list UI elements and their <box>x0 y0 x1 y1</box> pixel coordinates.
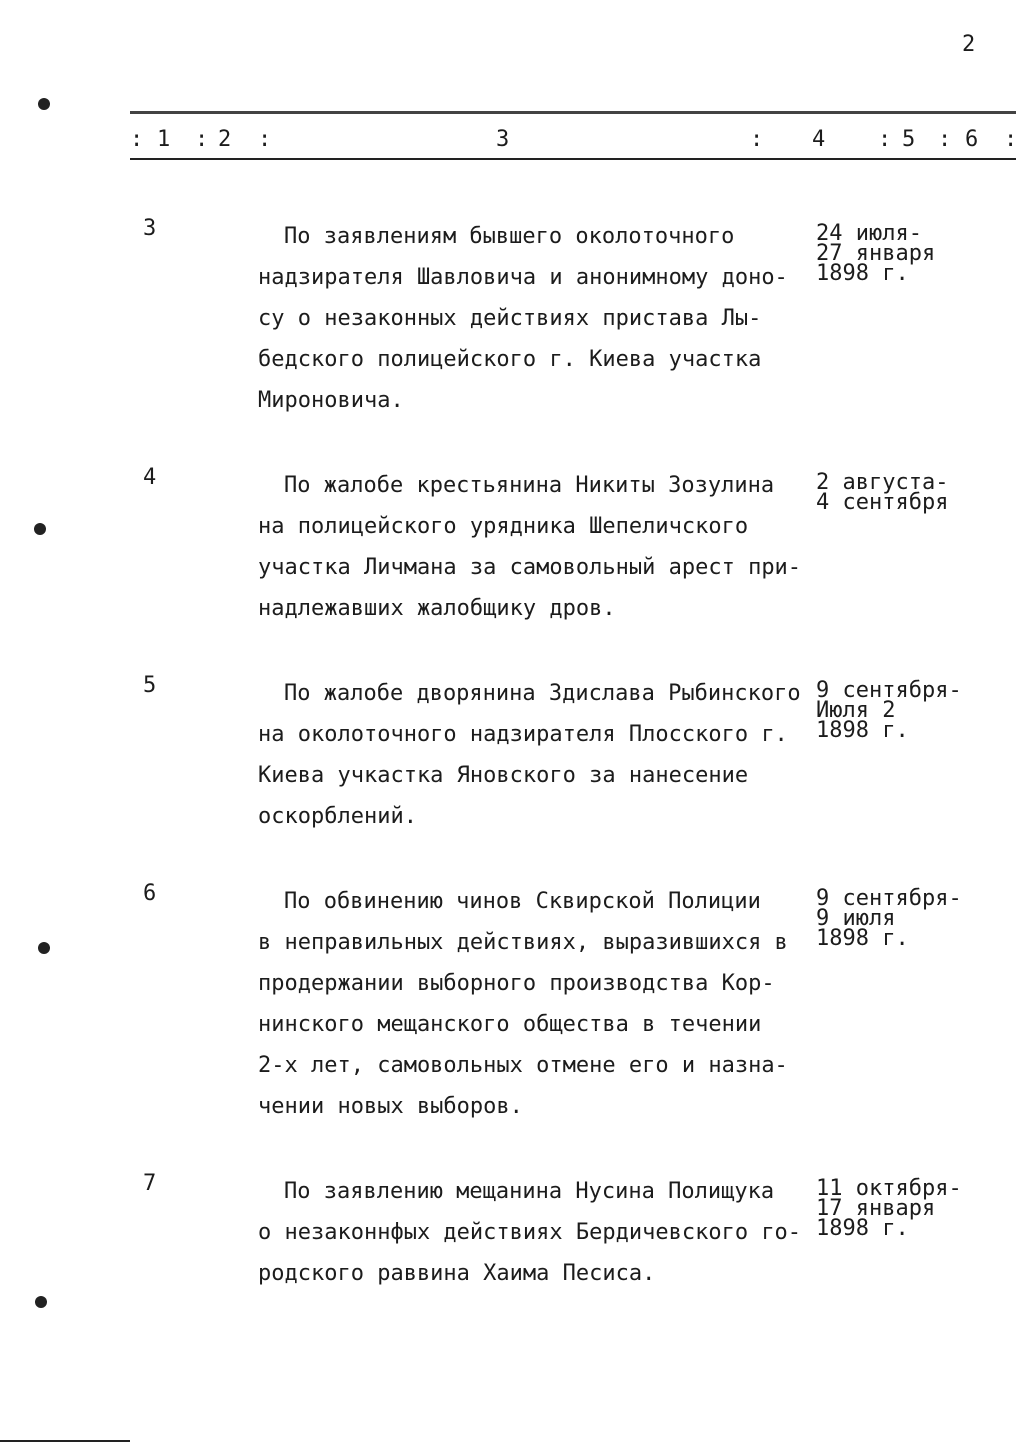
date-line: 9 сентября- <box>816 678 962 703</box>
date-line: 11 октября- <box>816 1176 962 1201</box>
column-header-1: 1 <box>157 127 171 152</box>
date-line: 27 января <box>816 241 936 266</box>
column-separator: : <box>130 127 144 152</box>
description-line: По жалобе дворянина Здислава Рыбинского <box>284 681 801 706</box>
description-line: чении новых выборов. <box>258 1094 523 1119</box>
entry-number: 3 <box>143 216 157 241</box>
date-line: 9 сентября- <box>816 886 962 911</box>
date-line: 1898 г. <box>816 261 909 286</box>
entry-description <box>258 673 801 837</box>
punch-hole-mark <box>38 942 50 954</box>
column-header-3: 3 <box>496 127 510 152</box>
entry-dates <box>816 221 936 286</box>
entry-number: 5 <box>143 673 157 698</box>
date-line: 1898 г. <box>816 926 909 951</box>
entry-dates <box>816 886 962 951</box>
table-header-rule <box>130 158 1016 160</box>
description-line: о незаконнфых действиях Бердичевского го- <box>258 1220 802 1245</box>
description-line: на полицейского урядника Шепеличского <box>258 514 749 539</box>
description-line: надзирателя Шавловича и анонимному доно- <box>258 265 788 290</box>
description-line: По обвинению чинов Сквирской Полиции <box>284 889 761 914</box>
column-header-4: 4 <box>812 127 826 152</box>
date-line: 4 сентября <box>816 490 949 515</box>
description-line: По жалобе крестьянина Никиты Зозулина <box>284 473 775 498</box>
column-separator: : <box>878 127 892 152</box>
description-line: в неправильных действиях, выразившихся в <box>258 930 788 955</box>
description-line: продержании выборного производства Кор- <box>258 971 775 996</box>
description-line: Мироновича. <box>258 388 404 413</box>
entry-number: 7 <box>143 1171 157 1196</box>
entry-dates <box>816 678 962 743</box>
entry-number: 4 <box>143 465 157 490</box>
entry-number: 6 <box>143 881 157 906</box>
date-line: 9 июля <box>816 906 896 931</box>
date-line: 24 июля- <box>816 221 922 246</box>
description-line: По заявлениям бывшего околоточного <box>284 224 735 249</box>
punch-hole-mark <box>34 523 46 535</box>
description-line: родского раввина Хаима Песиса. <box>258 1261 656 1286</box>
description-line: надлежавших жалобщику дров. <box>258 596 616 621</box>
entry-description <box>258 1171 802 1294</box>
column-separator: : <box>750 127 764 152</box>
description-line: на околоточного надзирателя Плосского г. <box>258 722 788 747</box>
description-line: 2-х лет, самовольных отмене его и назна- <box>258 1053 788 1078</box>
column-separator: : <box>938 127 952 152</box>
column-separator: : <box>258 127 272 152</box>
punch-hole-mark <box>35 1296 47 1308</box>
description-line: бедского полицейского г. Киева участка <box>258 347 762 372</box>
column-separator: : <box>195 127 209 152</box>
date-line: 2 августа- <box>816 470 949 495</box>
table-top-rule <box>130 111 1016 114</box>
bottom-edge-mark <box>0 1440 130 1442</box>
column-header-2: 2 <box>218 127 232 152</box>
description-line: су о незаконных действиях пристава Лы- <box>258 306 762 331</box>
date-line: Июля 2 <box>816 698 896 723</box>
description-line: Киева учкастка Яновского за нанесение <box>258 763 749 788</box>
page-number: 2 <box>962 32 976 57</box>
date-line: 1898 г. <box>816 718 909 743</box>
entry-dates <box>816 470 949 515</box>
entry-description <box>258 216 788 421</box>
date-line: 17 января <box>816 1196 936 1221</box>
description-line: нинского мещанского общества в течении <box>258 1012 762 1037</box>
description-line: оскорблений. <box>258 804 417 829</box>
date-line: 1898 г. <box>816 1216 909 1241</box>
column-header-6: 6 <box>965 127 979 152</box>
description-line: По заявлению мещанина Нусина Полищука <box>284 1179 775 1204</box>
entry-description <box>258 465 802 629</box>
entry-dates <box>816 1176 962 1241</box>
description-line: участка Личмана за самовольный арест при- <box>258 555 802 580</box>
entry-description <box>258 881 788 1127</box>
punch-hole-mark <box>38 98 50 110</box>
column-header-5: 5 <box>902 127 916 152</box>
column-separator: : <box>1004 127 1018 152</box>
